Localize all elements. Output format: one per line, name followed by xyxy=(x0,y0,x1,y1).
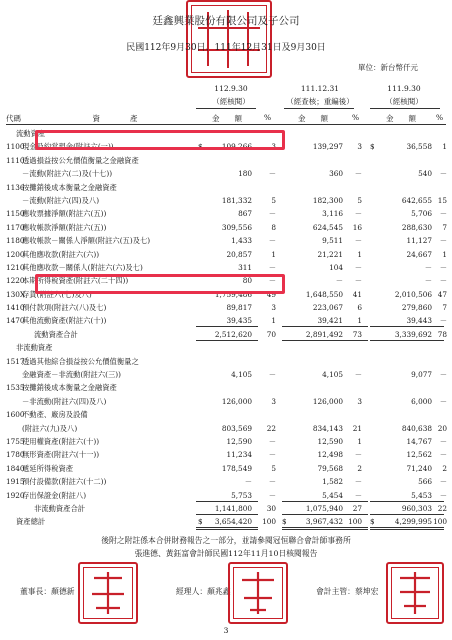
account-name: 資產總計 xyxy=(16,517,46,527)
amount-2022-09-30: 642,655 xyxy=(401,195,432,205)
account-name: 透過其他綜合損益按公允價值衡量之 xyxy=(22,356,139,366)
pct-2023-09-30: 70 xyxy=(266,329,276,339)
col-date-2: 111.12.31 xyxy=(300,84,340,93)
col-pct-1: % xyxy=(264,113,272,122)
pct-2022-09-30: 47 xyxy=(437,289,447,299)
pct-2022-09-30: － xyxy=(439,490,447,500)
account-name: 應收帳款－關係人淨額(附註六(五)及七) xyxy=(22,236,151,246)
pct-2022-12-31: 100 xyxy=(348,517,362,527)
amount-2022-12-31: 2,891,492 xyxy=(305,329,343,339)
amount-2023-09-30: 89,817 xyxy=(226,303,252,313)
pct-2023-09-30: 3 xyxy=(271,303,276,313)
table-row xyxy=(6,408,446,421)
amount-2022-12-31: 360 xyxy=(329,169,343,179)
account-name: 現金及約當現金(附註六(一)) xyxy=(22,142,114,152)
pct-2022-09-30: － xyxy=(439,316,447,326)
pct-2023-09-30: 5 xyxy=(271,195,276,205)
table-row xyxy=(6,167,446,180)
pct-2022-09-30: － xyxy=(439,477,447,487)
footer-note-2: 張進德、黃鈺富會計師民國112年11月10日核閱報告 xyxy=(134,549,318,558)
account-code: 1920 xyxy=(6,490,25,500)
pct-2022-09-30: － xyxy=(439,236,447,246)
account-code: 1200 xyxy=(6,249,25,259)
report-period: 民國112年9月30日、111年12月31日及9月30日 xyxy=(126,43,326,53)
account-code: 1600 xyxy=(6,410,25,420)
manager-seal xyxy=(228,562,288,624)
pct-2022-09-30: 15 xyxy=(437,195,447,205)
amount-2023-09-30: 109,266 xyxy=(221,142,252,152)
chairman-seal xyxy=(78,562,138,624)
pct-2023-09-30: 22 xyxy=(266,423,276,433)
amount-2022-09-30: 39,443 xyxy=(406,316,432,326)
pct-2022-12-31: － xyxy=(354,450,362,460)
pct-2023-09-30: 49 xyxy=(266,289,276,299)
account-name: －非流動(附註六(四)及八) xyxy=(22,396,107,406)
amount-2023-09-30: 309,556 xyxy=(221,222,252,232)
amount-2022-09-30: 2,010,506 xyxy=(394,289,432,299)
amount-2022-12-31: 1,648,550 xyxy=(305,289,343,299)
account-code: 1170 xyxy=(6,222,25,232)
double-underline xyxy=(196,529,258,530)
table-row xyxy=(6,207,446,220)
amount-2023-09-30: － xyxy=(244,477,252,487)
amount-2023-09-30: 4,105 xyxy=(231,370,252,380)
table-row xyxy=(6,368,446,381)
account-name: (附註六(九)及八) xyxy=(22,423,78,433)
pct-2022-12-31: 3 xyxy=(357,396,362,406)
double-underline xyxy=(196,527,258,528)
pct-2023-09-30: － xyxy=(268,477,276,487)
manager-signature: 經理人：顏兆鑫 xyxy=(176,587,231,596)
account-name: 流動資產合計 xyxy=(34,329,78,339)
pct-2023-09-30: － xyxy=(268,450,276,460)
account-name: 預付設備款(附註六(十二)) xyxy=(22,477,107,487)
pct-2022-09-30: 78 xyxy=(437,329,447,339)
amount-2023-09-30: 39,435 xyxy=(226,316,252,326)
account-name: 其他流動資產(附註六(十)) xyxy=(22,316,107,326)
pct-2022-09-30: － xyxy=(439,276,447,286)
amount-2023-09-30: 11,234 xyxy=(226,450,252,460)
pct-2022-09-30: － xyxy=(439,436,447,446)
amount-2022-09-30: 24,667 xyxy=(406,249,432,259)
amount-2022-09-30: 71,240 xyxy=(406,463,432,473)
table-row xyxy=(6,448,446,461)
amount-2022-09-30: － xyxy=(424,276,432,286)
account-name: 其他應收款－關係人(附註六(六)及七) xyxy=(22,262,143,272)
double-underline xyxy=(370,529,444,530)
table-row xyxy=(6,181,446,194)
currency-symbol: $ xyxy=(370,517,375,527)
amount-2023-09-30: 178,549 xyxy=(221,463,252,473)
double-underline xyxy=(282,527,368,528)
pct-2022-09-30: － xyxy=(439,370,447,380)
amount-2023-09-30: 1,759,486 xyxy=(214,289,252,299)
amount-2022-12-31: 79,568 xyxy=(317,463,343,473)
amount-2023-09-30: 867 xyxy=(238,209,252,219)
amount-2022-12-31: 3,116 xyxy=(322,209,343,219)
currency-symbol: $ xyxy=(198,142,203,152)
pct-2022-09-30: 20 xyxy=(437,423,447,433)
pct-2022-12-31: － xyxy=(354,262,362,272)
pct-2023-09-30: 30 xyxy=(266,503,276,513)
amount-2023-09-30: 12,590 xyxy=(226,436,252,446)
account-name: 其他應收款(附註六(六)) xyxy=(22,249,100,259)
double-underline xyxy=(370,527,444,528)
table-row xyxy=(6,355,446,368)
col-date-1: 112.9.30 xyxy=(214,84,248,93)
account-code: 1517 xyxy=(6,356,25,366)
table-row xyxy=(6,328,446,341)
pct-2022-09-30: 100 xyxy=(433,517,447,527)
pct-2023-09-30: 8 xyxy=(271,222,276,232)
account-name: 流動資產 xyxy=(16,129,46,138)
amount-2022-09-30: 4,299,995 xyxy=(394,517,432,527)
col-note-2: （經查核；重編後） xyxy=(286,97,354,106)
col-pct-3: % xyxy=(436,113,444,122)
footer-note-1: 後附之附註係本合併財務報告之一部分，並請參閱冠恒聯合會計師事務所 xyxy=(101,536,351,545)
pct-2023-09-30: － xyxy=(268,209,276,219)
amount-2023-09-30: 2,512,620 xyxy=(214,329,252,339)
table-row xyxy=(6,301,446,314)
amount-2022-09-30: 11,127 xyxy=(406,236,432,246)
account-name: 存貨(附註六(七)及八) xyxy=(22,289,92,299)
pct-2022-12-31: 6 xyxy=(357,303,362,313)
pct-2022-09-30: － xyxy=(439,450,447,460)
amount-2022-09-30: 540 xyxy=(418,169,432,179)
amount-2023-09-30: 80 xyxy=(242,276,252,286)
account-code: 1410 xyxy=(6,303,25,313)
amount-2022-12-31: 12,590 xyxy=(317,436,343,446)
pct-2022-09-30: 1 xyxy=(442,142,447,152)
account-name: －流動(附註六(二)及(十七)) xyxy=(22,169,113,179)
pct-2022-12-31: 21 xyxy=(352,423,362,433)
highlight-cash xyxy=(35,130,285,150)
pct-2022-12-31: － xyxy=(354,370,362,380)
amount-2022-09-30: 5,453 xyxy=(411,490,432,500)
account-code: 130X xyxy=(6,289,26,299)
amount-2022-12-31: 223,067 xyxy=(312,303,343,313)
pct-2022-12-31: 5 xyxy=(357,195,362,205)
col-note-3: （經核閱） xyxy=(385,97,423,106)
pct-2023-09-30: － xyxy=(268,370,276,380)
account-code: 1840 xyxy=(6,463,25,473)
amount-2022-09-30: 12,562 xyxy=(406,450,432,460)
pct-2022-12-31: 1 xyxy=(357,249,362,259)
account-code: 1180 xyxy=(6,236,25,246)
amount-2022-12-31: 182,300 xyxy=(312,195,343,205)
account-name: 透過損益按公允價值衡量之金融資產 xyxy=(22,155,139,165)
pct-2023-09-30: 3 xyxy=(271,142,276,152)
account-code: 1100 xyxy=(6,142,25,152)
amount-2023-09-30: 1,433 xyxy=(231,236,252,246)
table-row xyxy=(6,341,446,354)
amount-2022-12-31: 139,297 xyxy=(312,142,343,152)
amount-2023-09-30: 1,141,800 xyxy=(214,503,252,513)
amount-2022-09-30: 36,558 xyxy=(406,142,432,152)
amount-2022-12-31: 9,511 xyxy=(322,236,343,246)
pct-2022-12-31: － xyxy=(354,169,362,179)
col-amount-2: 金 額 xyxy=(298,114,328,123)
amount-2022-12-31: 4,105 xyxy=(322,370,343,380)
account-name: 預付款項(附註六(八)及七) xyxy=(22,303,107,313)
table-row xyxy=(6,381,446,394)
highlight-inventory xyxy=(35,274,285,294)
table-row xyxy=(6,475,446,488)
amount-2022-09-30: 3,339,692 xyxy=(394,329,432,339)
pct-2023-09-30: － xyxy=(268,236,276,246)
account-name: 使用權資產(附註六(十)) xyxy=(22,436,100,446)
table-row xyxy=(6,462,446,475)
pct-2023-09-30: － xyxy=(268,262,276,272)
amount-2023-09-30: 181,332 xyxy=(221,195,252,205)
account-code: 1220 xyxy=(6,276,25,286)
amount-2023-09-30: 803,569 xyxy=(221,423,252,433)
pct-2022-09-30: － xyxy=(439,209,447,219)
pct-2022-09-30: － xyxy=(439,169,447,179)
table-row xyxy=(6,314,446,327)
amount-2022-12-31: 21,221 xyxy=(317,249,343,259)
account-name: 應收帳款淨額(附註六(五)) xyxy=(22,222,107,232)
pct-2022-12-31: 16 xyxy=(352,222,362,232)
chairman-signature: 董事長：顏德新 xyxy=(20,587,75,596)
table-row xyxy=(6,194,446,207)
table-row xyxy=(6,395,446,408)
account-code: 1110 xyxy=(6,155,25,165)
amount-2022-12-31: 12,498 xyxy=(317,450,343,460)
amount-2022-12-31: 624,545 xyxy=(312,222,343,232)
currency-symbol: $ xyxy=(198,517,203,527)
account-code: 1780 xyxy=(6,450,25,460)
table-row xyxy=(6,515,446,528)
company-name: 廷鑫興業股份有限公司及子公司 xyxy=(152,15,300,27)
account-name: －流動(附註六(四)及八) xyxy=(22,195,100,205)
header-divider xyxy=(6,124,446,125)
col-pct-2: % xyxy=(352,113,360,122)
table-row xyxy=(6,435,446,448)
col-code-header: 代碼 xyxy=(6,114,21,123)
col-note-1: （經核閱） xyxy=(212,97,250,106)
pct-2022-12-31: 73 xyxy=(352,329,362,339)
amount-2022-12-31: 1,075,940 xyxy=(305,503,343,513)
table-row xyxy=(6,221,446,234)
pct-2022-12-31: 2 xyxy=(357,463,362,473)
amount-2022-09-30: 6,000 xyxy=(411,396,432,406)
pct-2023-09-30: 1 xyxy=(271,316,276,326)
pct-2022-09-30: － xyxy=(439,262,447,272)
table-row xyxy=(6,489,446,502)
amount-2022-12-31: － xyxy=(335,276,343,286)
table-row xyxy=(6,422,446,435)
pct-2023-09-30: 5 xyxy=(271,463,276,473)
amount-2022-09-30: 288,630 xyxy=(401,222,432,232)
account-code: 1470 xyxy=(6,316,25,326)
pct-2022-12-31: － xyxy=(354,209,362,219)
amount-2022-09-30: 960,303 xyxy=(401,503,432,513)
amount-2023-09-30: 5,753 xyxy=(231,490,252,500)
pct-2023-09-30: － xyxy=(268,490,276,500)
account-name: 金融資產－非流動(附註六(三)) xyxy=(22,370,121,380)
currency-unit: 單位：新台幣仟元 xyxy=(358,63,418,72)
pct-2022-12-31: － xyxy=(354,276,362,286)
amount-2023-09-30: 20,857 xyxy=(226,249,252,259)
amount-2022-09-30: 279,860 xyxy=(401,303,432,313)
account-name: 按攤銷後成本衡量之金融資產 xyxy=(22,383,117,393)
col-item-header: 資 產 xyxy=(92,114,138,123)
account-name: 無形資產(附註六(十一)) xyxy=(22,450,100,460)
header-rule xyxy=(196,108,256,109)
amount-2022-12-31: 104 xyxy=(329,262,343,272)
account-name: 應收票據淨額(附註六(五)) xyxy=(22,209,107,219)
pct-2023-09-30: － xyxy=(268,276,276,286)
pct-2022-12-31: － xyxy=(354,490,362,500)
pct-2022-09-30: 7 xyxy=(442,303,447,313)
col-date-3: 111.9.30 xyxy=(387,84,421,93)
account-code: 1150 xyxy=(6,209,25,219)
pct-2023-09-30: － xyxy=(268,436,276,446)
pct-2023-09-30: 1 xyxy=(271,249,276,259)
page-number: 3 xyxy=(223,626,229,635)
pct-2022-12-31: 1 xyxy=(357,436,362,446)
pct-2022-12-31: 41 xyxy=(352,289,362,299)
pct-2022-09-30: － xyxy=(439,396,447,406)
amount-2022-12-31: 834,143 xyxy=(312,423,343,433)
account-code: 1136 xyxy=(6,182,25,192)
amount-2022-09-30: 14,767 xyxy=(406,436,432,446)
header-rule xyxy=(370,108,440,109)
account-name: 非流動資產合計 xyxy=(34,503,86,513)
table-row xyxy=(6,248,446,261)
pct-2023-09-30: 100 xyxy=(262,517,276,527)
balance-sheet-table xyxy=(6,127,446,529)
amount-2022-12-31: 3,967,432 xyxy=(305,517,343,527)
account-code: 1755 xyxy=(6,436,25,446)
table-row xyxy=(6,234,446,247)
table-row xyxy=(6,261,446,274)
col-amount-3: 金 額 xyxy=(386,114,416,123)
amount-2022-12-31: 1,582 xyxy=(322,477,343,487)
amount-2022-09-30: 5,706 xyxy=(411,209,432,219)
account-name: 存出保證金(附註八) xyxy=(22,490,87,500)
amount-2023-09-30: 3,654,420 xyxy=(214,517,252,527)
currency-symbol: $ xyxy=(282,517,287,527)
accountant-seal xyxy=(386,562,444,624)
company-seal xyxy=(186,0,272,78)
table-row xyxy=(6,502,446,515)
account-code: 1535 xyxy=(6,383,25,393)
amount-2022-09-30: 9,077 xyxy=(411,370,432,380)
pct-2022-09-30: 1 xyxy=(442,249,447,259)
header-rule xyxy=(284,108,354,109)
pct-2022-12-31: 27 xyxy=(352,503,362,513)
amount-2023-09-30: 126,000 xyxy=(221,396,252,406)
pct-2022-12-31: 3 xyxy=(357,142,362,152)
account-name: 遞延所得稅資產 xyxy=(22,463,74,473)
pct-2023-09-30: 3 xyxy=(271,396,276,406)
amount-2023-09-30: 311 xyxy=(238,262,252,272)
pct-2022-09-30: 2 xyxy=(442,463,447,473)
pct-2023-09-30: － xyxy=(268,169,276,179)
account-code: 1915 xyxy=(6,477,25,487)
accountant-signature: 會計主管：蔡坤宏 xyxy=(316,587,379,596)
amount-2022-09-30: － xyxy=(424,262,432,272)
pct-2022-09-30: 7 xyxy=(442,222,447,232)
amount-2022-09-30: 566 xyxy=(418,477,432,487)
account-code: 1210 xyxy=(6,262,25,272)
table-row xyxy=(6,154,446,167)
account-name: 非流動資產 xyxy=(16,343,53,353)
amount-2022-12-31: 5,454 xyxy=(322,490,343,500)
pct-2022-12-31: － xyxy=(354,236,362,246)
currency-symbol: $ xyxy=(370,142,375,152)
double-underline xyxy=(282,529,368,530)
amount-2023-09-30: 180 xyxy=(238,169,252,179)
amount-2022-12-31: 126,000 xyxy=(312,396,343,406)
account-name: 不動產、廠房及設備 xyxy=(22,410,88,420)
amount-2022-09-30: 840,638 xyxy=(401,423,432,433)
account-name: 按攤銷後成本衡量之金融資產 xyxy=(22,182,117,192)
amount-2022-12-31: 39,421 xyxy=(317,316,343,326)
pct-2022-12-31: 1 xyxy=(357,316,362,326)
pct-2022-09-30: 22 xyxy=(437,503,447,513)
pct-2022-12-31: － xyxy=(354,477,362,487)
account-name: 本期所得稅資產(附註六(二十四)) xyxy=(22,276,129,286)
col-amount-1: 金 額 xyxy=(212,114,242,123)
